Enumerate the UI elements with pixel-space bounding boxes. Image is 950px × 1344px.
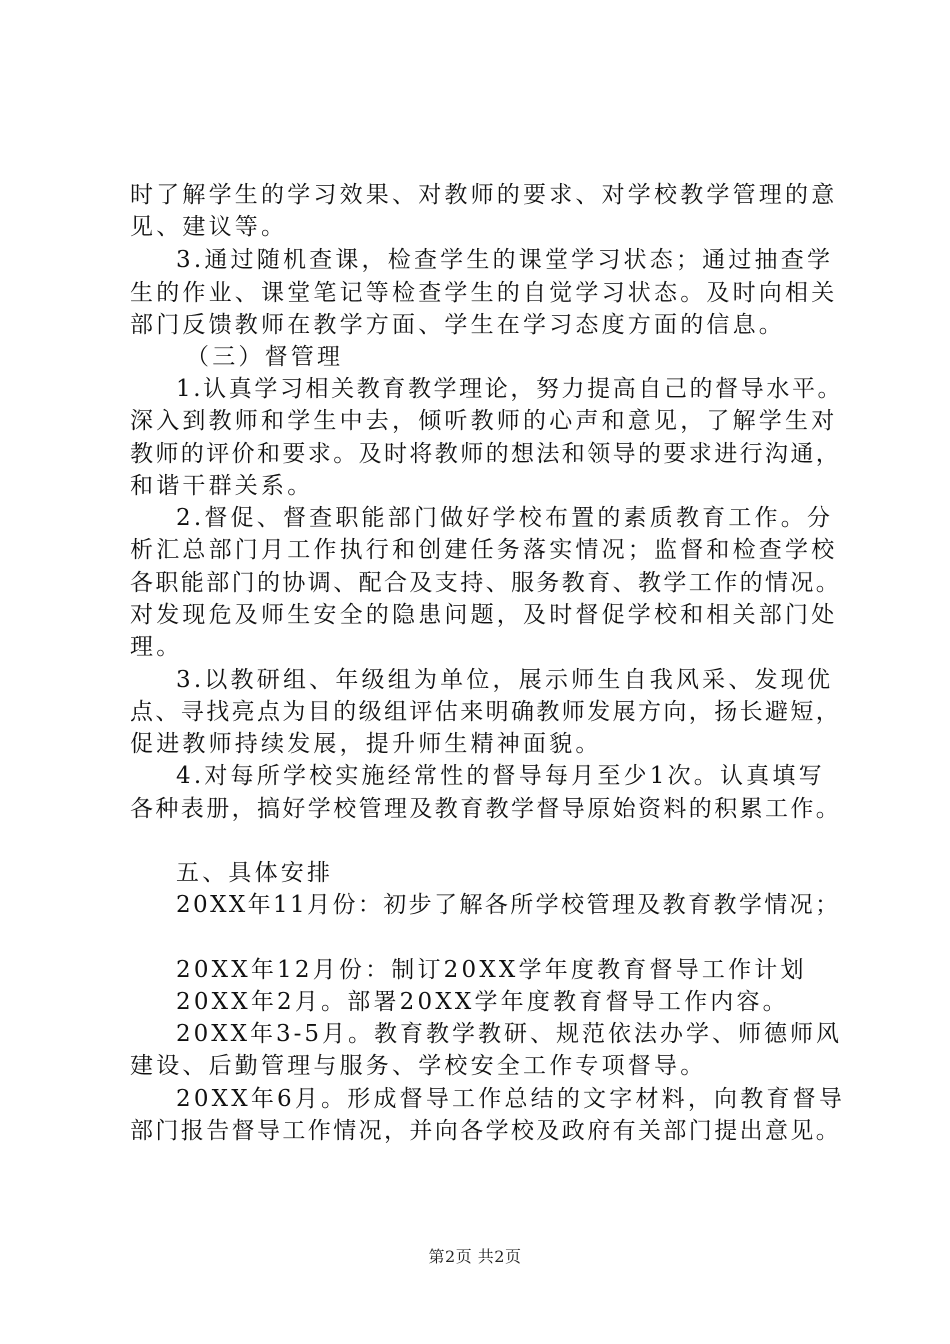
schedule-item: 20XX年12月份：制订20XX学年度教育督导工作计划 — [176, 957, 807, 983]
paragraph-line: 1.认真学习相关教育教学理论，努力提高自己的督导水平。 — [176, 376, 844, 402]
paragraph-line: 2.督促、督查职能部门做好学校布置的素质教育工作。分 — [176, 505, 834, 531]
paragraph-line: 教师的评价和要求。及时将教师的想法和领导的要求进行沟通， — [130, 441, 842, 467]
schedule-item: 20XX年6月。形成督导工作总结的文字材料，向教育督导 — [176, 1086, 846, 1112]
paragraph-line: 4.对每所学校实施经常性的督导每月至少1次。认真填写 — [176, 763, 825, 789]
paragraph-line: 点、寻找亮点为目的级组评估来明确教师发展方向，扬长避短， — [130, 699, 842, 725]
paragraph-line: 3.通过随机查课，检查学生的课堂学习状态；通过抽查学 — [176, 247, 834, 273]
paragraph-line: 见、建议等。 — [130, 214, 288, 240]
schedule-item: 20XX年11月份：初步了解各所学校管理及教育教学情况； — [176, 892, 841, 918]
page-footer: 第2页 共2页 — [428, 1247, 522, 1266]
schedule-item: 建设、后勤管理与服务、学校安全工作专项督导。 — [130, 1053, 707, 1079]
section-subheading: （三）督管理 — [186, 344, 344, 370]
schedule-item: 部门报告督导工作情况，并向各学校及政府有关部门提出意见。 — [130, 1118, 842, 1144]
paragraph-line: 各种表册，搞好学校管理及教育教学督导原始资料的积累工作。 — [130, 796, 842, 822]
paragraph-line: 生的作业、课堂笔记等检查学生的自觉学习状态。及时向相关 — [130, 280, 838, 306]
paragraph-line: 和谐干群关系。 — [130, 473, 314, 499]
paragraph-line: 对发现危及师生安全的隐患问题，及时督促学校和相关部门处 — [130, 602, 838, 628]
paragraph-line: 时了解学生的学习效果、对教师的要求、对学校教学管理的意 — [130, 182, 838, 208]
paragraph-line: 各职能部门的协调、配合及支持、服务教育、教学工作的情况。 — [130, 570, 842, 596]
schedule-item: 20XX年3-5月。教育教学教研、规范依法办学、师德师风 — [176, 1021, 843, 1047]
paragraph-line: 部门反馈教师在教学方面、学生在学习态度方面的信息。 — [130, 312, 785, 338]
paragraph-line: 理。 — [130, 634, 183, 660]
paragraph-line: 3.以教研组、年级组为单位，展示师生自我风采、发现优 — [176, 667, 834, 693]
section-heading: 五、具体安排 — [176, 860, 334, 886]
paragraph-line: 促进教师持续发展，提升师生精神面貌。 — [130, 731, 602, 757]
schedule-item: 20XX年2月。部署20XX学年度教育督导工作内容。 — [176, 989, 789, 1015]
paragraph-line: 深入到教师和学生中去，倾听教师的心声和意见，了解学生对 — [130, 408, 838, 434]
paragraph-line: 析汇总部门月工作执行和创建任务落实情况；监督和检查学校 — [130, 537, 838, 563]
